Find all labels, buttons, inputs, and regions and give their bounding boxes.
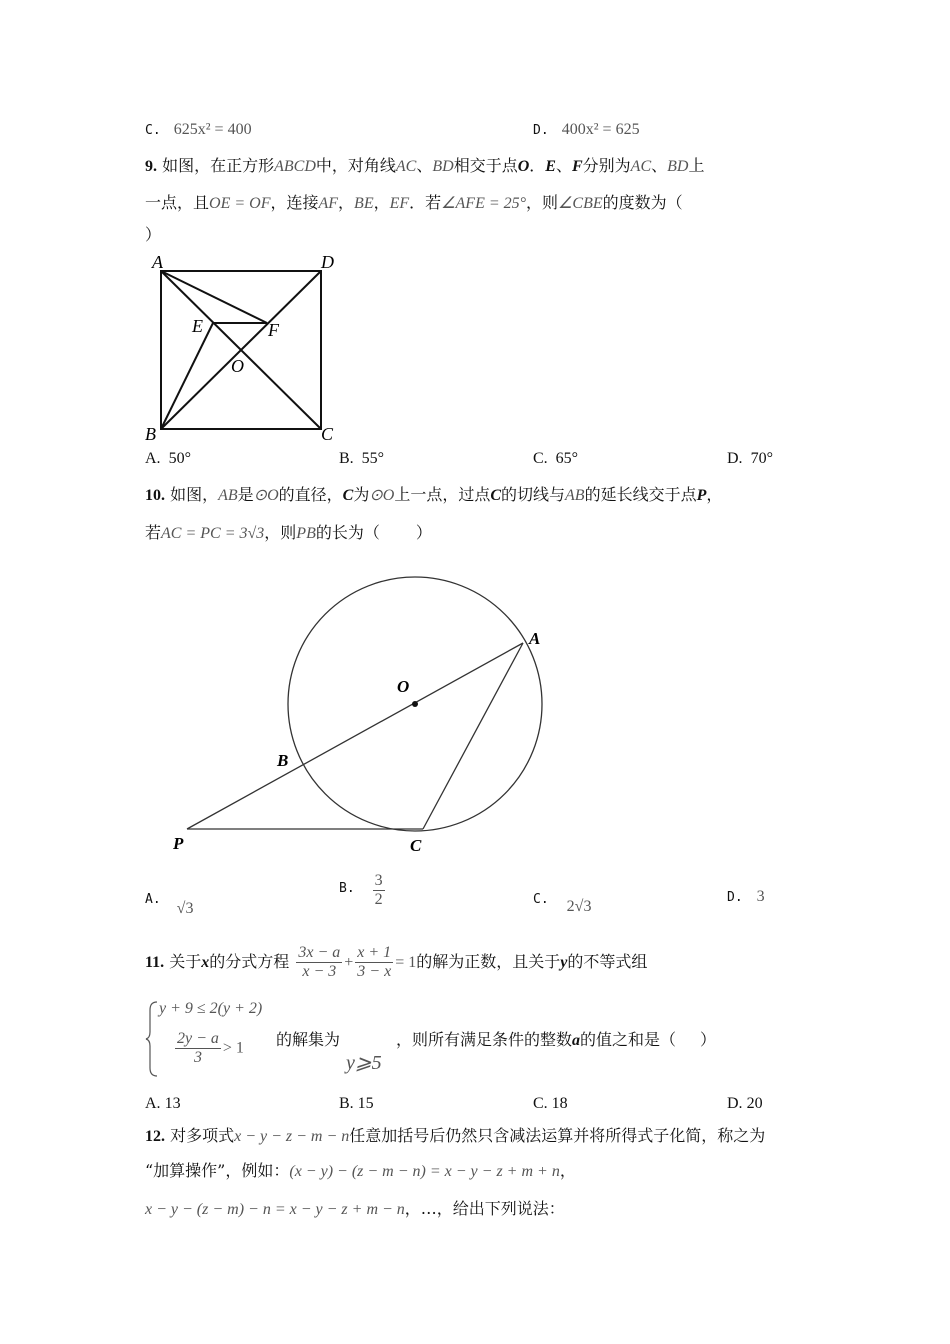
- q9-text: 相交于点: [453, 156, 518, 175]
- q9-math: ∠AFE = 25°: [441, 195, 527, 212]
- q11-math: y: [560, 954, 568, 971]
- label-p: P: [173, 834, 184, 853]
- q11-text: 的不等式组: [567, 952, 648, 971]
- label-o: O: [397, 677, 410, 696]
- option-label: B.: [339, 450, 354, 467]
- q10-math: C: [342, 487, 354, 504]
- option-value: 3: [756, 888, 765, 905]
- inequality-1: y + 9 ≤ 2(y + 2): [159, 1000, 263, 1017]
- segment-be: [161, 323, 213, 429]
- option-value: 55°: [361, 450, 385, 467]
- q11-text: 的解为正数，且关于: [416, 952, 561, 971]
- q9-option-c: [533, 450, 578, 468]
- q8-option-c-expr: 625x² = 400: [173, 121, 252, 138]
- label-c: C: [410, 836, 422, 855]
- fraction-denominator: 3 − x: [357, 963, 392, 980]
- option-label: B.: [339, 1095, 354, 1112]
- fraction-denominator: 2: [374, 891, 383, 908]
- q10-math: AB: [218, 487, 238, 504]
- option-value: 18: [551, 1095, 568, 1112]
- q11-option-c: [533, 1095, 568, 1113]
- q9-text: 上: [688, 156, 705, 175]
- option-value: 65°: [555, 450, 579, 467]
- q10-math: ⊙O: [253, 487, 279, 504]
- q10-math: PB: [296, 525, 316, 542]
- q10-text: ）: [415, 523, 432, 542]
- q12-math: x − y − (z − m) − n = x − y − z + m − n: [145, 1201, 405, 1218]
- q11-math: = 1: [395, 954, 417, 971]
- q10-text: 为: [353, 485, 370, 504]
- q9-text: 一点，且: [145, 193, 210, 212]
- q9-number: 9.: [145, 158, 157, 175]
- fraction-denominator: 3: [193, 1049, 202, 1066]
- q11-math: x: [201, 954, 210, 971]
- q9-option-b: [339, 450, 384, 468]
- q11-line-3: [396, 1029, 716, 1052]
- q11-option-b: [339, 1095, 374, 1113]
- label-e: E: [192, 316, 203, 336]
- fraction-denominator: x − 3: [302, 963, 337, 980]
- q9-math: BE: [354, 195, 374, 212]
- q9-math: AC: [395, 158, 417, 175]
- q8-option-d-expr: 400x² = 625: [561, 121, 640, 138]
- option-label: C.: [533, 892, 549, 907]
- q9-text: ，: [373, 193, 390, 212]
- q10-text: 的切线与: [501, 485, 566, 504]
- q12-math: (x − y) − (z − m − n) = x − y − z + m + n: [289, 1163, 560, 1180]
- q9-math: EF: [389, 195, 410, 212]
- q9-option-a: [145, 450, 191, 468]
- q11-line-2: [276, 1029, 340, 1051]
- option-label: B.: [339, 881, 355, 897]
- q9-text: ，连接: [270, 193, 319, 212]
- q9-text: 中，对角线: [315, 156, 396, 175]
- q11-text: 关于: [169, 952, 202, 971]
- q8-option-c-label: C.: [145, 123, 161, 138]
- q11-text: ）: [700, 1030, 717, 1049]
- center-dot: [412, 701, 418, 707]
- label-f: F: [268, 320, 279, 340]
- q12-line-3: [145, 1198, 565, 1221]
- q12-text: “加算操作”，例如：: [145, 1161, 290, 1180]
- inequality-2-fraction: [175, 1030, 221, 1067]
- option-value: 20: [746, 1095, 763, 1112]
- q10-text: 上一点，过点: [394, 485, 491, 504]
- q9-option-d: [727, 450, 773, 468]
- q9-text: 、: [651, 156, 668, 175]
- q9-text: ，: [338, 193, 355, 212]
- q11-text: 的解集为: [276, 1030, 341, 1049]
- q9-math: ∠CBE: [558, 195, 603, 212]
- option-label: C.: [533, 450, 548, 467]
- q11-fraction-2: [355, 944, 393, 981]
- q9-text: ，则: [526, 193, 559, 212]
- q10-text: 是: [237, 485, 254, 504]
- label-c: C: [321, 424, 334, 444]
- q11-math: a: [572, 1032, 581, 1049]
- brace-icon: [145, 1000, 159, 1078]
- label-d: D: [321, 252, 334, 272]
- segment-af: [161, 271, 267, 323]
- q9-text: 分别为: [582, 156, 631, 175]
- q11-text: 的值之和是（: [580, 1030, 677, 1049]
- q10-circle-figure: [165, 570, 565, 860]
- q10-option-d: [727, 888, 765, 906]
- label-b: B: [145, 424, 156, 444]
- q10-math: AC = PC = 3√3: [161, 525, 265, 542]
- q11-inequality-system: [145, 1000, 275, 1078]
- option-value: √3: [176, 900, 194, 917]
- fraction-numerator: 2y − a: [177, 1030, 219, 1047]
- inequality-2: [173, 1030, 244, 1067]
- q9-math: O: [517, 158, 530, 175]
- fraction-numerator: 3x − a: [298, 944, 341, 961]
- q9-text: ．: [529, 156, 546, 175]
- q9-math: F: [571, 158, 583, 175]
- label-a: A: [529, 629, 541, 648]
- q11-option-a: [145, 1095, 181, 1113]
- label-b: B: [277, 751, 289, 770]
- q12-math: x − y − z − m − n: [234, 1128, 350, 1145]
- q9-text: 、: [555, 156, 572, 175]
- q12-number: 12.: [145, 1128, 165, 1145]
- q9-math: BD: [667, 158, 689, 175]
- q11-option-d: [727, 1095, 763, 1113]
- q10-math: AB: [565, 487, 585, 504]
- q10-math: ⊙O: [369, 487, 395, 504]
- q10-option-c: [533, 890, 592, 915]
- label-o: O: [231, 356, 244, 376]
- option-fraction: [373, 872, 385, 909]
- q10-text: 如图，: [170, 485, 219, 504]
- q9-text: ．若: [409, 193, 442, 212]
- q10-line-2: [145, 522, 432, 545]
- q12-text: ，: [559, 1161, 576, 1180]
- option-label: C.: [533, 1095, 548, 1112]
- q11-math: +: [344, 954, 354, 971]
- q9-square-figure: [140, 250, 350, 445]
- q10-text: ，: [706, 485, 723, 504]
- option-value: 15: [357, 1095, 374, 1112]
- fraction-numerator: 3: [374, 872, 383, 889]
- q10-text: 的延长线交于点: [584, 485, 697, 504]
- q12-line-1: [145, 1125, 765, 1148]
- q8-option-c: [145, 118, 252, 142]
- q10-line-1: [145, 484, 722, 507]
- inequality-2-rhs: > 1: [222, 1039, 244, 1057]
- q9-text: 如图，在正方形: [162, 156, 275, 175]
- q12-text: ，…，给出下列说法：: [404, 1199, 565, 1218]
- q8-option-d-label: D.: [533, 123, 549, 138]
- q9-text: 、: [416, 156, 433, 175]
- option-label: D.: [727, 450, 743, 467]
- option-value: 50°: [168, 450, 191, 467]
- q9-math: AC: [630, 158, 652, 175]
- q11-solution-set: y⩾5: [346, 1052, 382, 1074]
- option-label: A.: [145, 450, 161, 467]
- q9-math: ABCD: [274, 158, 316, 175]
- q9-math: BD: [432, 158, 454, 175]
- q9-math: E: [545, 158, 556, 175]
- q8-option-d: [533, 118, 640, 142]
- q10-text: 的直径，: [278, 485, 343, 504]
- q9-text: 的度数为（: [602, 193, 683, 212]
- q11-text: ，则所有满足条件的整数: [396, 1030, 573, 1049]
- q10-math: C: [490, 487, 501, 504]
- q11-text: 的分式方程: [209, 952, 290, 971]
- q9-line-1: [145, 155, 704, 178]
- q11-number: 11.: [145, 954, 165, 971]
- q9-line-3: [145, 224, 161, 246]
- fraction-numerator: x + 1: [357, 944, 392, 961]
- option-label: D.: [727, 1095, 743, 1112]
- q10-number: 10.: [145, 487, 165, 504]
- q10-text: 的长为（: [315, 523, 380, 542]
- label-a: A: [152, 252, 163, 272]
- q10-math: P: [696, 487, 707, 504]
- q9-line-2: [145, 192, 683, 215]
- option-label: A.: [145, 1095, 161, 1112]
- option-value: 70°: [750, 450, 773, 467]
- q12-text: 对多项式: [170, 1126, 235, 1145]
- option-value: 2√3: [566, 898, 592, 915]
- q10-option-b: [339, 872, 387, 909]
- q10-text: 若: [145, 523, 162, 542]
- option-label: A.: [145, 892, 161, 907]
- option-value: 13: [164, 1095, 181, 1112]
- option-label: D.: [727, 890, 743, 905]
- q12-line-2: [145, 1160, 576, 1183]
- q9-text: ）: [145, 225, 162, 244]
- q9-math: OE = OF: [209, 195, 271, 212]
- q12-text: 任意加括号后仍然只含减法运算并将所得式子化简，称之为: [349, 1126, 766, 1145]
- q11-line-1: [145, 940, 647, 985]
- q10-option-a: [145, 890, 194, 917]
- q11-fraction-1: [296, 944, 342, 981]
- q9-math: AF: [318, 195, 339, 212]
- q10-text: ，则: [264, 523, 297, 542]
